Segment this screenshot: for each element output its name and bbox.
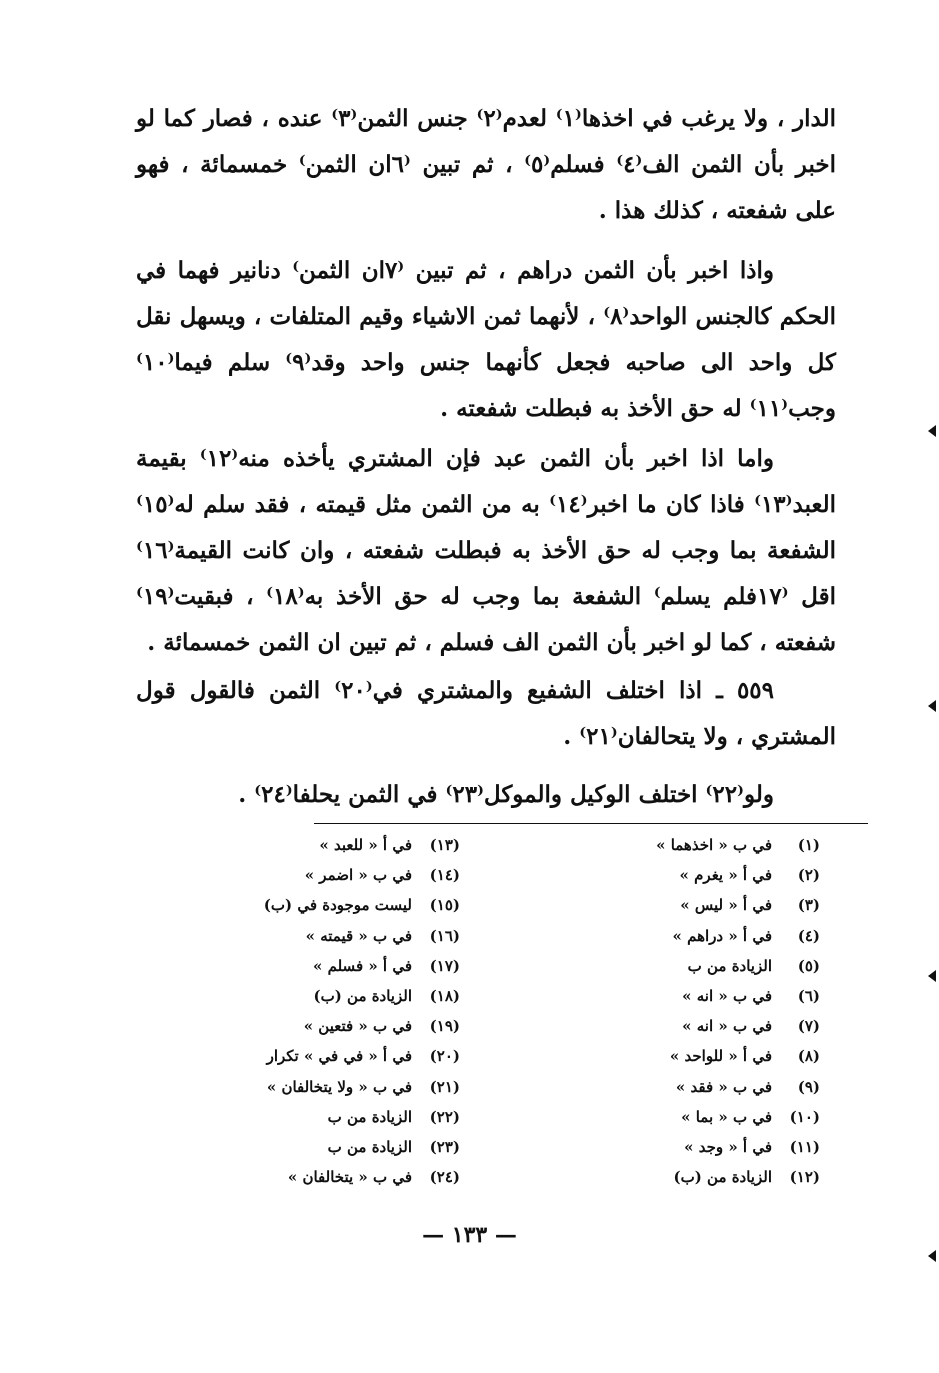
footnote-number: (١٩) bbox=[429, 1017, 460, 1036]
footnote-item bbox=[190, 860, 460, 890]
footnote-text: الزيادة من ب bbox=[687, 956, 772, 975]
footnote-number: (٤) bbox=[797, 926, 820, 945]
footnote-number: (٢٢) bbox=[429, 1107, 460, 1126]
footnote-text: في أ « للواحد » bbox=[669, 1047, 772, 1066]
footnote-item bbox=[190, 921, 460, 951]
page-number: — ١٣٣ — bbox=[422, 1222, 517, 1248]
footnote-number: (٩) bbox=[797, 1077, 820, 1096]
footnote-number: (١٧) bbox=[429, 956, 460, 975]
footnote-text: في أ « فسلم » bbox=[313, 956, 412, 975]
footnote-item bbox=[550, 1011, 820, 1041]
footnote-number: (١٤) bbox=[429, 866, 460, 885]
footnote-item bbox=[550, 981, 820, 1011]
footnote-item bbox=[550, 1041, 820, 1071]
footnote-item bbox=[550, 860, 820, 890]
footnote-text: في ب « فتعين » bbox=[303, 1017, 412, 1036]
edge-mark bbox=[928, 700, 936, 712]
footnote-text: في ب « ولا يتخالفان » bbox=[266, 1077, 412, 1096]
footnote-text: في ب « فقد » bbox=[675, 1077, 772, 1096]
footnote-text: في أ « للعبد » bbox=[319, 836, 412, 854]
footnote-text: في ب « قيمته » bbox=[305, 926, 412, 945]
footnote-text: في ب « يتخالفان » bbox=[287, 1168, 412, 1187]
footnote-number: (٦) bbox=[797, 987, 820, 1006]
footnote-number: (٢٠) bbox=[429, 1047, 460, 1066]
footnote-number: (٥) bbox=[797, 956, 820, 975]
footnote-text: في أ « دراهم » bbox=[672, 926, 772, 945]
footnote-item bbox=[550, 830, 820, 860]
footnote-item bbox=[190, 1162, 460, 1192]
footnote-text: الزيادة من (ب) bbox=[673, 1168, 772, 1187]
footnote-number: (١٠) bbox=[789, 1107, 820, 1126]
footnote-item bbox=[550, 1132, 820, 1162]
footnote-text: في ب « انه » bbox=[682, 987, 772, 1006]
footnote-item bbox=[550, 1162, 820, 1192]
footnote-number: (١٣) bbox=[429, 836, 460, 854]
footnote-text: في ب « اخذهما » bbox=[656, 836, 772, 854]
footnote-number: (٣) bbox=[797, 896, 820, 915]
footnote-number: (١٨) bbox=[429, 987, 460, 1006]
footnote-number: (١٢) bbox=[789, 1168, 820, 1187]
paragraph-4: ٥٥٩ ـ اذا اختلف الشفيع والمشتري في⁽٢٠⁾ الثمن فالقول قول المشتري ، ولا يتحالفان⁽٢١⁾ . bbox=[136, 677, 836, 750]
footnote-number: (١١) bbox=[789, 1138, 820, 1157]
paragraph-3: واما اذا اخبر بأن الثمن عبد فإن المشتري يأخذه منه⁽١٢⁾ بقيمة العبد⁽١٣⁾ فاذا كان ما اخبر⁽١٤⁾ به من الثمن مثل قيمته ، فقد سلم له⁽١٥⁾ الشفعة بما وجب له حق الأخذ به فبطلت شفعته ، وان كانت القيمة⁽١٦⁾ اقل ⁽١٧فلم يسلم⁾ الشفعة بما وجب له حق الأخذ به⁽١٨⁾ ، فبقيت⁽١٩⁾ شفعته ، كما لو اخبر بأن الثمن الف فسلم ، ثم تبين ان الثمن خمسمائة . bbox=[136, 445, 837, 656]
footnotes-right-column bbox=[550, 830, 820, 1192]
footnote-item bbox=[190, 981, 460, 1011]
footnote-item bbox=[190, 890, 460, 920]
footnote-text: في ب « بما » bbox=[681, 1107, 772, 1126]
footnote-text: في ب « انه » bbox=[682, 1017, 772, 1036]
footnote-text: في ب « اضمر » bbox=[304, 866, 412, 885]
footnote-number: (١) bbox=[797, 836, 820, 854]
footnote-item bbox=[190, 830, 460, 860]
footnote-number: (٨) bbox=[797, 1047, 820, 1066]
footnote-divider bbox=[314, 823, 868, 824]
footnote-number: (٢١) bbox=[429, 1077, 460, 1096]
footnote-number: (٢٤) bbox=[429, 1168, 460, 1187]
footnote-text: في أ « يغرم » bbox=[679, 866, 772, 885]
edge-mark bbox=[928, 1250, 936, 1262]
footnote-item bbox=[190, 1072, 460, 1102]
footnote-text: في أ « في في » تكرار bbox=[266, 1047, 412, 1066]
footnote-number: (٢) bbox=[797, 866, 820, 885]
footnote-item bbox=[550, 921, 820, 951]
footnote-text: في أ « ليس » bbox=[680, 896, 772, 915]
footnote-number: (١٦) bbox=[429, 926, 460, 945]
footnote-text: ليست موجودة في (ب) bbox=[263, 896, 412, 915]
footnote-item bbox=[550, 1072, 820, 1102]
edge-mark bbox=[928, 425, 936, 437]
footnote-item bbox=[190, 1132, 460, 1162]
paragraph-1: الدار ، ولا يرغب في اخذها⁽١⁾ لعدم⁽٢⁾ جنس الثمن⁽٣⁾ عنده ، فصار كما لو اخبر بأن الثمن الف⁽٤⁾ فسلم⁽٥⁾ ، ثم تبين ⁽٦ان الثمن⁾ خمسمائة ، فهو على شفعته ، كذلك هذا . bbox=[136, 105, 836, 224]
footnote-text: في أ « وجد » bbox=[684, 1138, 772, 1157]
footnote-item bbox=[550, 1102, 820, 1132]
footnote-item bbox=[550, 951, 820, 981]
footnote-number: (٧) bbox=[797, 1017, 820, 1036]
footnote-item bbox=[190, 951, 460, 981]
footnote-item bbox=[190, 1011, 460, 1041]
edge-mark bbox=[928, 970, 936, 982]
footnote-item bbox=[190, 1041, 460, 1071]
footnote-number: (١٥) bbox=[429, 896, 460, 915]
footnote-text: الزيادة من ب bbox=[327, 1107, 412, 1126]
footnotes-left-column bbox=[190, 830, 460, 1192]
footnote-item bbox=[550, 890, 820, 920]
footnote-text: الزيادة من (ب) bbox=[313, 987, 412, 1006]
footnote-number: (٢٣) bbox=[429, 1138, 460, 1157]
footnote-item bbox=[190, 1102, 460, 1132]
footnote-text: الزيادة من ب bbox=[327, 1138, 412, 1157]
paragraph-2: واذا اخبر بأن الثمن دراهم ، ثم تبين ⁽٧ان الثمن⁾ دنانير فهما في الحكم كالجنس الواحد⁽٨⁾ ، لأنهما ثمن الاشياء وقيم المتلفات ، ويسهل نقل كل واحد الى صاحبه فجعل كأنهما جنس واحد وقد⁽٩⁾ سلم فيما⁽١٠⁾ وجب⁽١١⁾ له حق الأخذ به فبطلت شفعته . bbox=[136, 257, 836, 422]
paragraph-5: ولو⁽٢٢⁾ اختلف الوكيل والموكل⁽٢٣⁾ في الثمن يحلفا⁽٢٤⁾ . bbox=[238, 781, 774, 808]
